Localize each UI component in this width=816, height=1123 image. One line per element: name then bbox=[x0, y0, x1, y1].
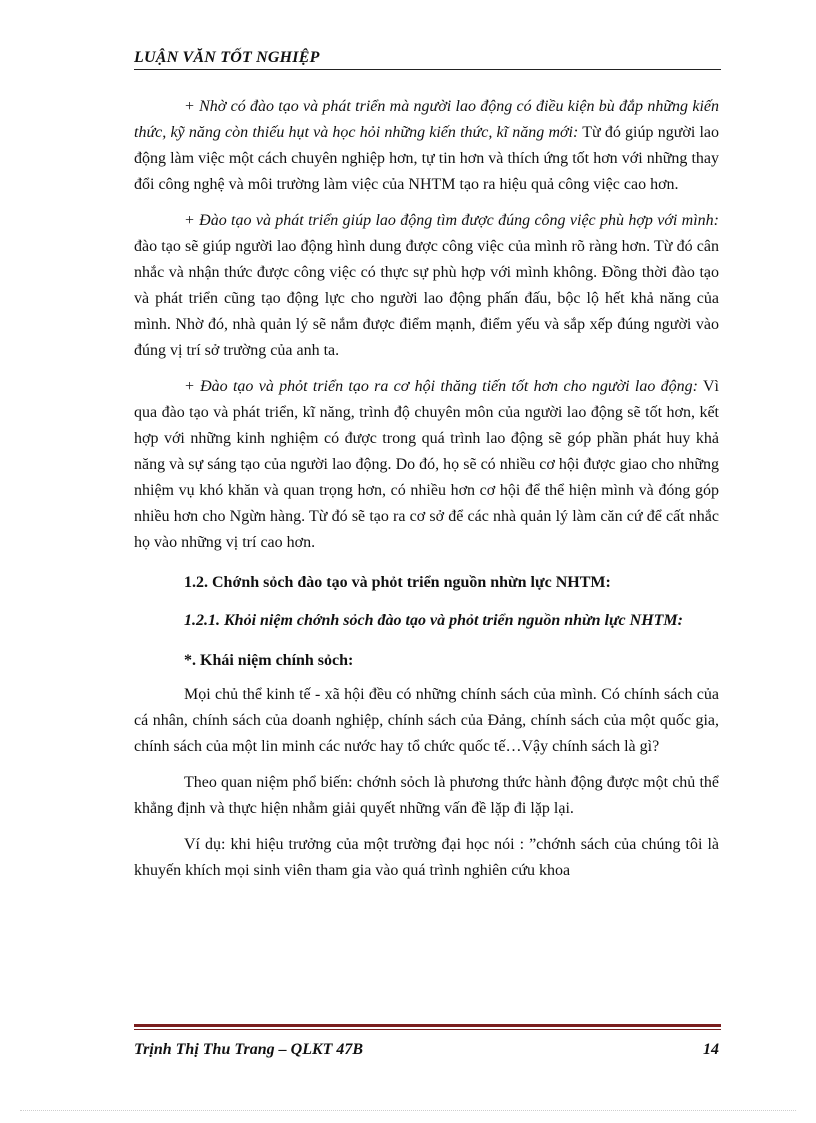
paragraph-text: Từ đó giúp người lao động làm việc một cách chuyên nghiệp hơn, tự tin hơn và thích ứng tốt hơn với những thay đổi công nghệ và môi trường làm việc của NHTM tạo ra hiệu quả công việc cao hơn. bbox=[134, 124, 719, 193]
footer-rule bbox=[134, 1024, 721, 1027]
paragraph-training-benefit-3 bbox=[134, 374, 719, 556]
paragraph-policy-2: Theo quan niệm phổ biến: chớnh sỏch là phương thức hành động được một chủ thể khẳng định và thực hiện nhằm giải quyết những vấn đề lặp đi lặp lại. bbox=[134, 774, 719, 817]
paragraph-policy-1: Mọi chủ thể kinh tế - xã hội đều có những chính sách của mình. Có chính sách của cá nhân, chính sách của doanh nghiệp, chính sách của Đảng, chính sách của một quốc gia, chính sách của một lin minh các nước hay tổ chức quốc tế…Vậy chính sách là gì? bbox=[134, 686, 719, 755]
header-rule bbox=[134, 69, 721, 70]
section-heading: 1.2. Chớnh sỏch đào tạo và phỏt triển nguồn nhừn lực NHTM: bbox=[184, 574, 611, 591]
paragraph-text: đào tạo sẽ giúp người lao động hình dung được công việc của mình rõ ràng hơn. Từ đó cân nhắc và nhận thức được công việc có thực sự phù hợp với mình không. Đồng thời đào tạo và phát triển cũng tạo động lực cho người lao động phấn đấu, bộc lộ hết khả năng của mình. Nhờ đó, nhà quản lý sẽ nắm được điểm mạnh, điểm yếu và sắp xếp đúng người vào đúng vị trí sở trường của anh ta. bbox=[134, 238, 719, 359]
footer-rule-thin bbox=[134, 1029, 721, 1030]
concept-heading: *. Khái niệm chính sỏch: bbox=[184, 652, 354, 669]
footer-author: Trịnh Thị Thu Trang – QLKT 47B bbox=[134, 1041, 364, 1058]
paragraph-lead: + Đào tạo và phỏt triển tạo ra cơ hội thăng tiến tốt hơn cho người lao động: bbox=[184, 378, 698, 395]
paragraph-lead: + Đào tạo và phát triển giúp lao động tìm được đúng công việc phù hợp với mình: bbox=[184, 212, 719, 229]
paragraph-training-benefit-1 bbox=[134, 94, 719, 198]
paragraph-text: Vì qua đào tạo và phát triển, kĩ năng, trình độ chuyên môn của người lao động sẽ tốt hơn, kết hợp với những kinh nghiệm có được trong quá trình lao động sẽ góp phần phát huy khả năng và sự sáng tạo của người lao động. Do đó, họ sẽ có nhiều cơ hội được giao cho những nhiệm vụ khó khăn và quan trọng hơn, có nhiều hơn cơ hội để thể hiện mình và đóng góp nhiều hơn cho Ngừn hàng. Từ đó sẽ tạo ra cơ sở để các nhà quản lý làm căn cứ để cất nhắc họ vào những vị trí cao hơn. bbox=[134, 378, 719, 551]
paragraph-policy-3: Ví dụ: khi hiệu trưởng của một trường đại học nói : ”chớnh sách của chúng tôi là khuyến khích mọi sinh viên tham gia vào quá trình nghiên cứu khoa bbox=[134, 836, 719, 879]
running-header: LUẬN VĂN TỐT NGHIỆP bbox=[134, 49, 320, 66]
page-edge-divider bbox=[20, 1110, 796, 1111]
page-body bbox=[134, 94, 719, 894]
paragraph-lead: + Nhờ có đào tạo và phát triển mà người lao động có điều kiện bù đắp những kiến thức, kỹ năng còn thiếu hụt và học hỏi những kiến thức, kĩ năng mới: bbox=[134, 98, 719, 141]
paragraph-training-benefit-2 bbox=[134, 208, 719, 364]
subsection-heading: 1.2.1. Khỏi niệm chớnh sỏch đào tạo và phỏt triển nguồn nhừn lực NHTM: bbox=[184, 612, 683, 629]
page-number: 14 bbox=[703, 1041, 719, 1058]
